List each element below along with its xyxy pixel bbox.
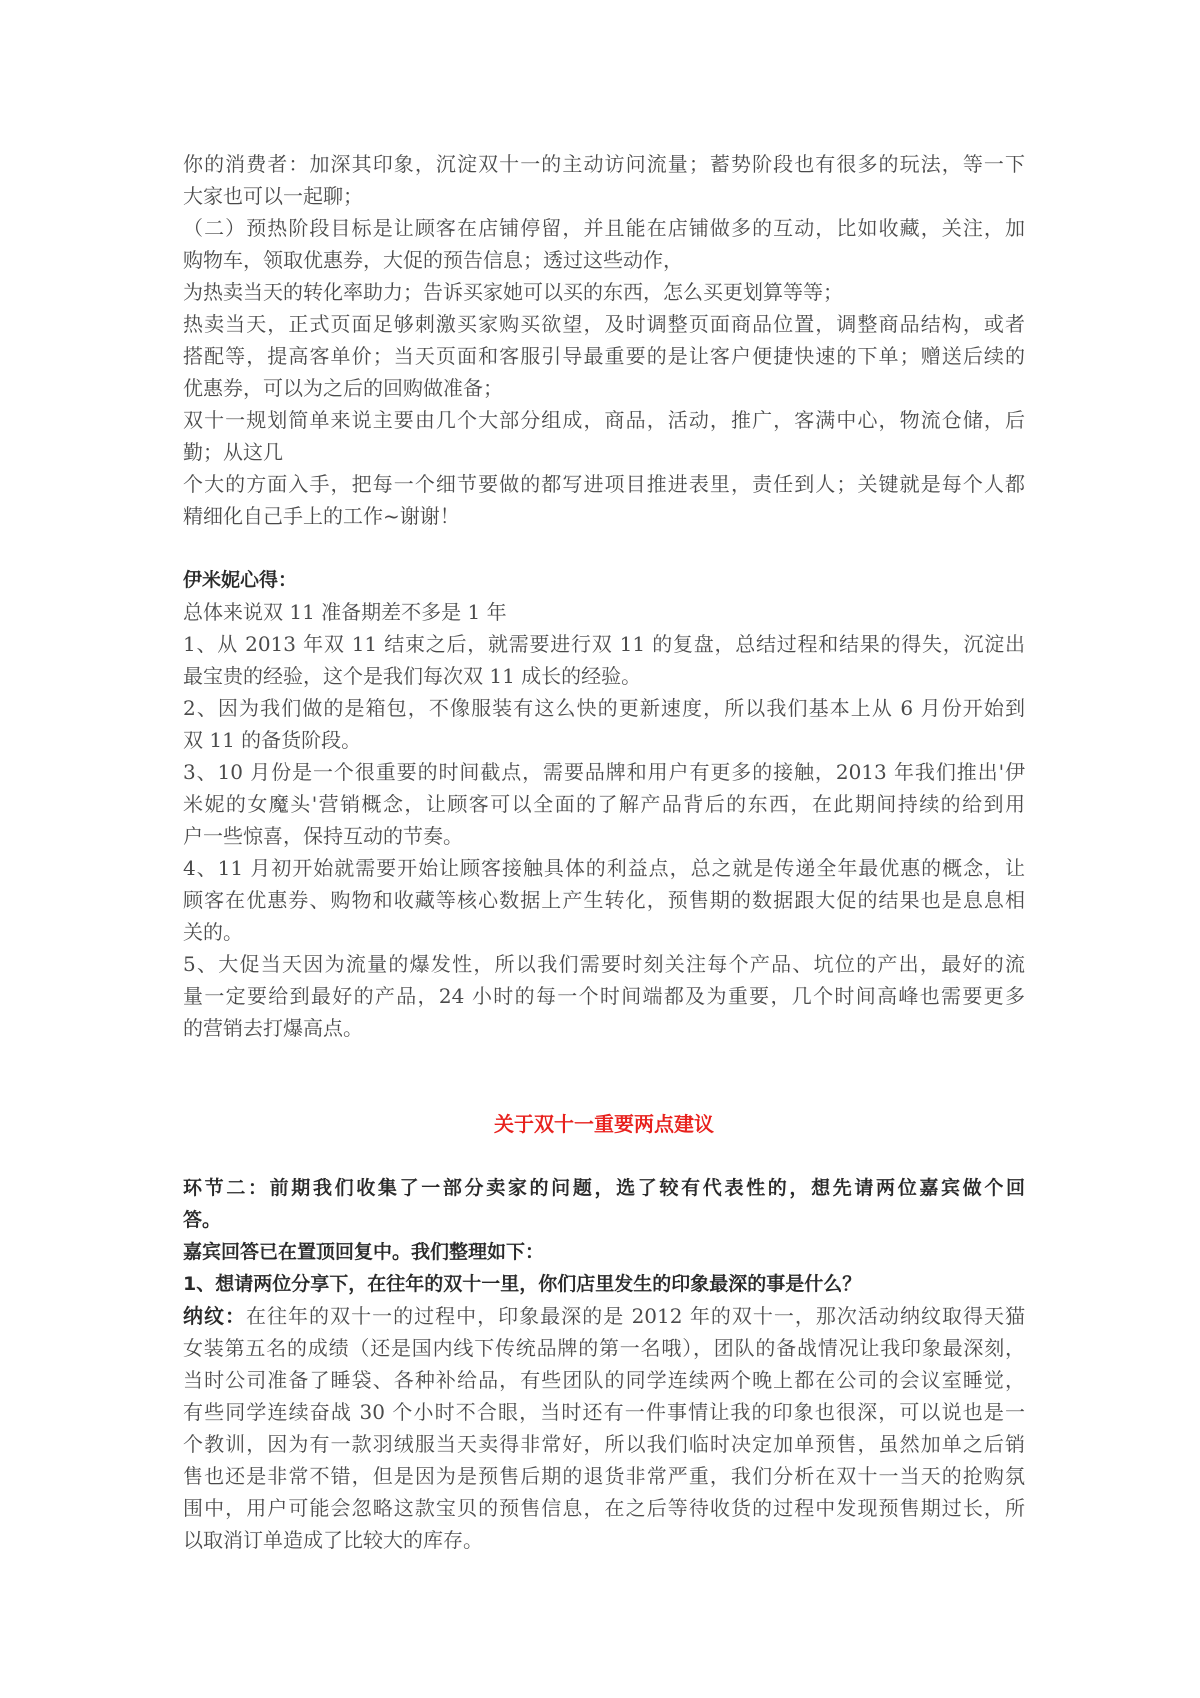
speaker-label: 纳纹： (183, 1304, 247, 1328)
heading-line: 环节二：前期我们收集了一部分卖家的问题，选了较有代表性的，想先请两位嘉宾做个回 (183, 1177, 1025, 1199)
section-title: 关于双十一重要两点建议 (494, 1112, 714, 1136)
text-line: 的营销去打爆高点。 (183, 1016, 363, 1040)
text-line: 以取消订单造成了比较大的库存。 (183, 1528, 483, 1552)
heading-line: 1、想请两位分享下，在往年的双十一里，你们店里发生的印象最深的事是什么？ (183, 1273, 862, 1295)
blank-line (183, 532, 1025, 564)
text-line: 你的消费者：加深其印象，沉淀双十一的主动访问流量；蓄势阶段也有很多的玩法，等一下 (183, 152, 1025, 176)
blank-line (183, 1140, 1025, 1172)
text-line: 4、11 月初开始就需要开始让顾客接触具体的利益点，总之就是传递全年最优惠的概念，让 (183, 856, 1025, 880)
text-line: 女装第五名的成绩（还是国内线下传统品牌的第一名哦），团队的备战情况让我印象最深刻， (183, 1336, 1025, 1360)
text-line: 5、大促当天因为流量的爆发性，所以我们需要时刻关注每个产品、坑位的产出，最好的流 (183, 952, 1025, 976)
text-line: 2、因为我们做的是箱包，不像服装有这么快的更新速度，所以我们基本上从 6 月份开始到 (183, 696, 1025, 720)
blank-line (183, 1044, 1025, 1076)
heading-line: 嘉宾回答已在置顶回复中。我们整理如下： (183, 1241, 545, 1263)
blank-line (183, 1076, 1025, 1108)
heading-line: 伊米妮心得： (183, 569, 298, 591)
text-line: 个大的方面入手，把每一个细节要做的都写进项目推进表里，责任到人；关键就是每个人都 (183, 472, 1025, 496)
text-line: 精细化自己手上的工作~谢谢！ (183, 504, 460, 528)
text-line: 总体来说双 11 准备期差不多是 1 年 (183, 600, 507, 624)
speaker-paragraph-line (183, 1300, 1025, 1332)
text-line: 为热卖当天的转化率助力；告诉买家她可以买的东西，怎么买更划算等等； (183, 280, 843, 304)
text-line: 优惠券，可以为之后的回购做准备； (183, 376, 503, 400)
text-line: 购物车，领取优惠券，大促的预告信息；透过这些动作， (183, 248, 683, 272)
text-line: 勤；从这几 (183, 440, 283, 464)
text-line: 3、10 月份是一个很重要的时间截点，需要品牌和用户有更多的接触，2013 年我们推出'伊 (183, 760, 1025, 784)
text-line: （二）预热阶段目标是让顾客在店铺停留，并且能在店铺做多的互动，比如收藏，关注，加 (183, 216, 1025, 240)
text-line: 双十一规划简单来说主要由几个大部分组成，商品，活动，推广，客满中心，物流仓储，后 (183, 408, 1025, 432)
text-line: 关的。 (183, 920, 243, 944)
text-line: 双 11 的备货阶段。 (183, 728, 362, 752)
text-line: 大家也可以一起聊； (183, 184, 363, 208)
speaker-text: 在往年的双十一的过程中，印象最深的是 2012 年的双十一，那次活动纳纹取得天猫 (246, 1304, 1025, 1328)
text-line: 米妮的女魔头'营销概念，让顾客可以全面的了解产品背后的东西，在此期间持续的给到用 (183, 792, 1025, 816)
text-line: 当时公司准备了睡袋、各种补给品，有些团队的同学连续两个晚上都在公司的会议室睡觉， (183, 1368, 1025, 1392)
text-line: 有些同学连续奋战 30 个小时不合眼，当时还有一件事情让我的印象也很深，可以说也是一 (183, 1400, 1025, 1424)
document-body (183, 148, 1025, 1556)
text-line: 量一定要给到最好的产品，24 小时的每一个时间端都及为重要，几个时间高峰也需要更多 (183, 984, 1025, 1008)
text-line: 围中，用户可能会忽略这款宝贝的预售信息，在之后等待收货的过程中发现预售期过长，所 (183, 1496, 1025, 1520)
heading-line: 答。 (183, 1209, 222, 1231)
text-line: 热卖当天，正式页面足够刺激买家购买欲望，及时调整页面商品位置，调整商品结构，或者 (183, 312, 1025, 336)
text-line: 个教训，因为有一款羽绒服当天卖得非常好，所以我们临时决定加单预售，虽然加单之后销 (183, 1432, 1025, 1456)
text-line: 售也还是非常不错，但是因为是预售后期的退货非常严重，我们分析在双十一当天的抢购氛 (183, 1464, 1025, 1488)
text-line: 户一些惊喜，保持互动的节奏。 (183, 824, 463, 848)
text-line: 顾客在优惠券、购物和收藏等核心数据上产生转化，预售期的数据跟大促的结果也是息息相 (183, 888, 1025, 912)
text-line: 最宝贵的经验，这个是我们每次双 11 成长的经验。 (183, 664, 642, 688)
text-line: 搭配等，提高客单价；当天页面和客服引导最重要的是让客户便捷快速的下单；赠送后续的 (183, 344, 1025, 368)
text-line: 1、从 2013 年双 11 结束之后，就需要进行双 11 的复盘，总结过程和结果的得失，沉淀出 (183, 632, 1025, 656)
